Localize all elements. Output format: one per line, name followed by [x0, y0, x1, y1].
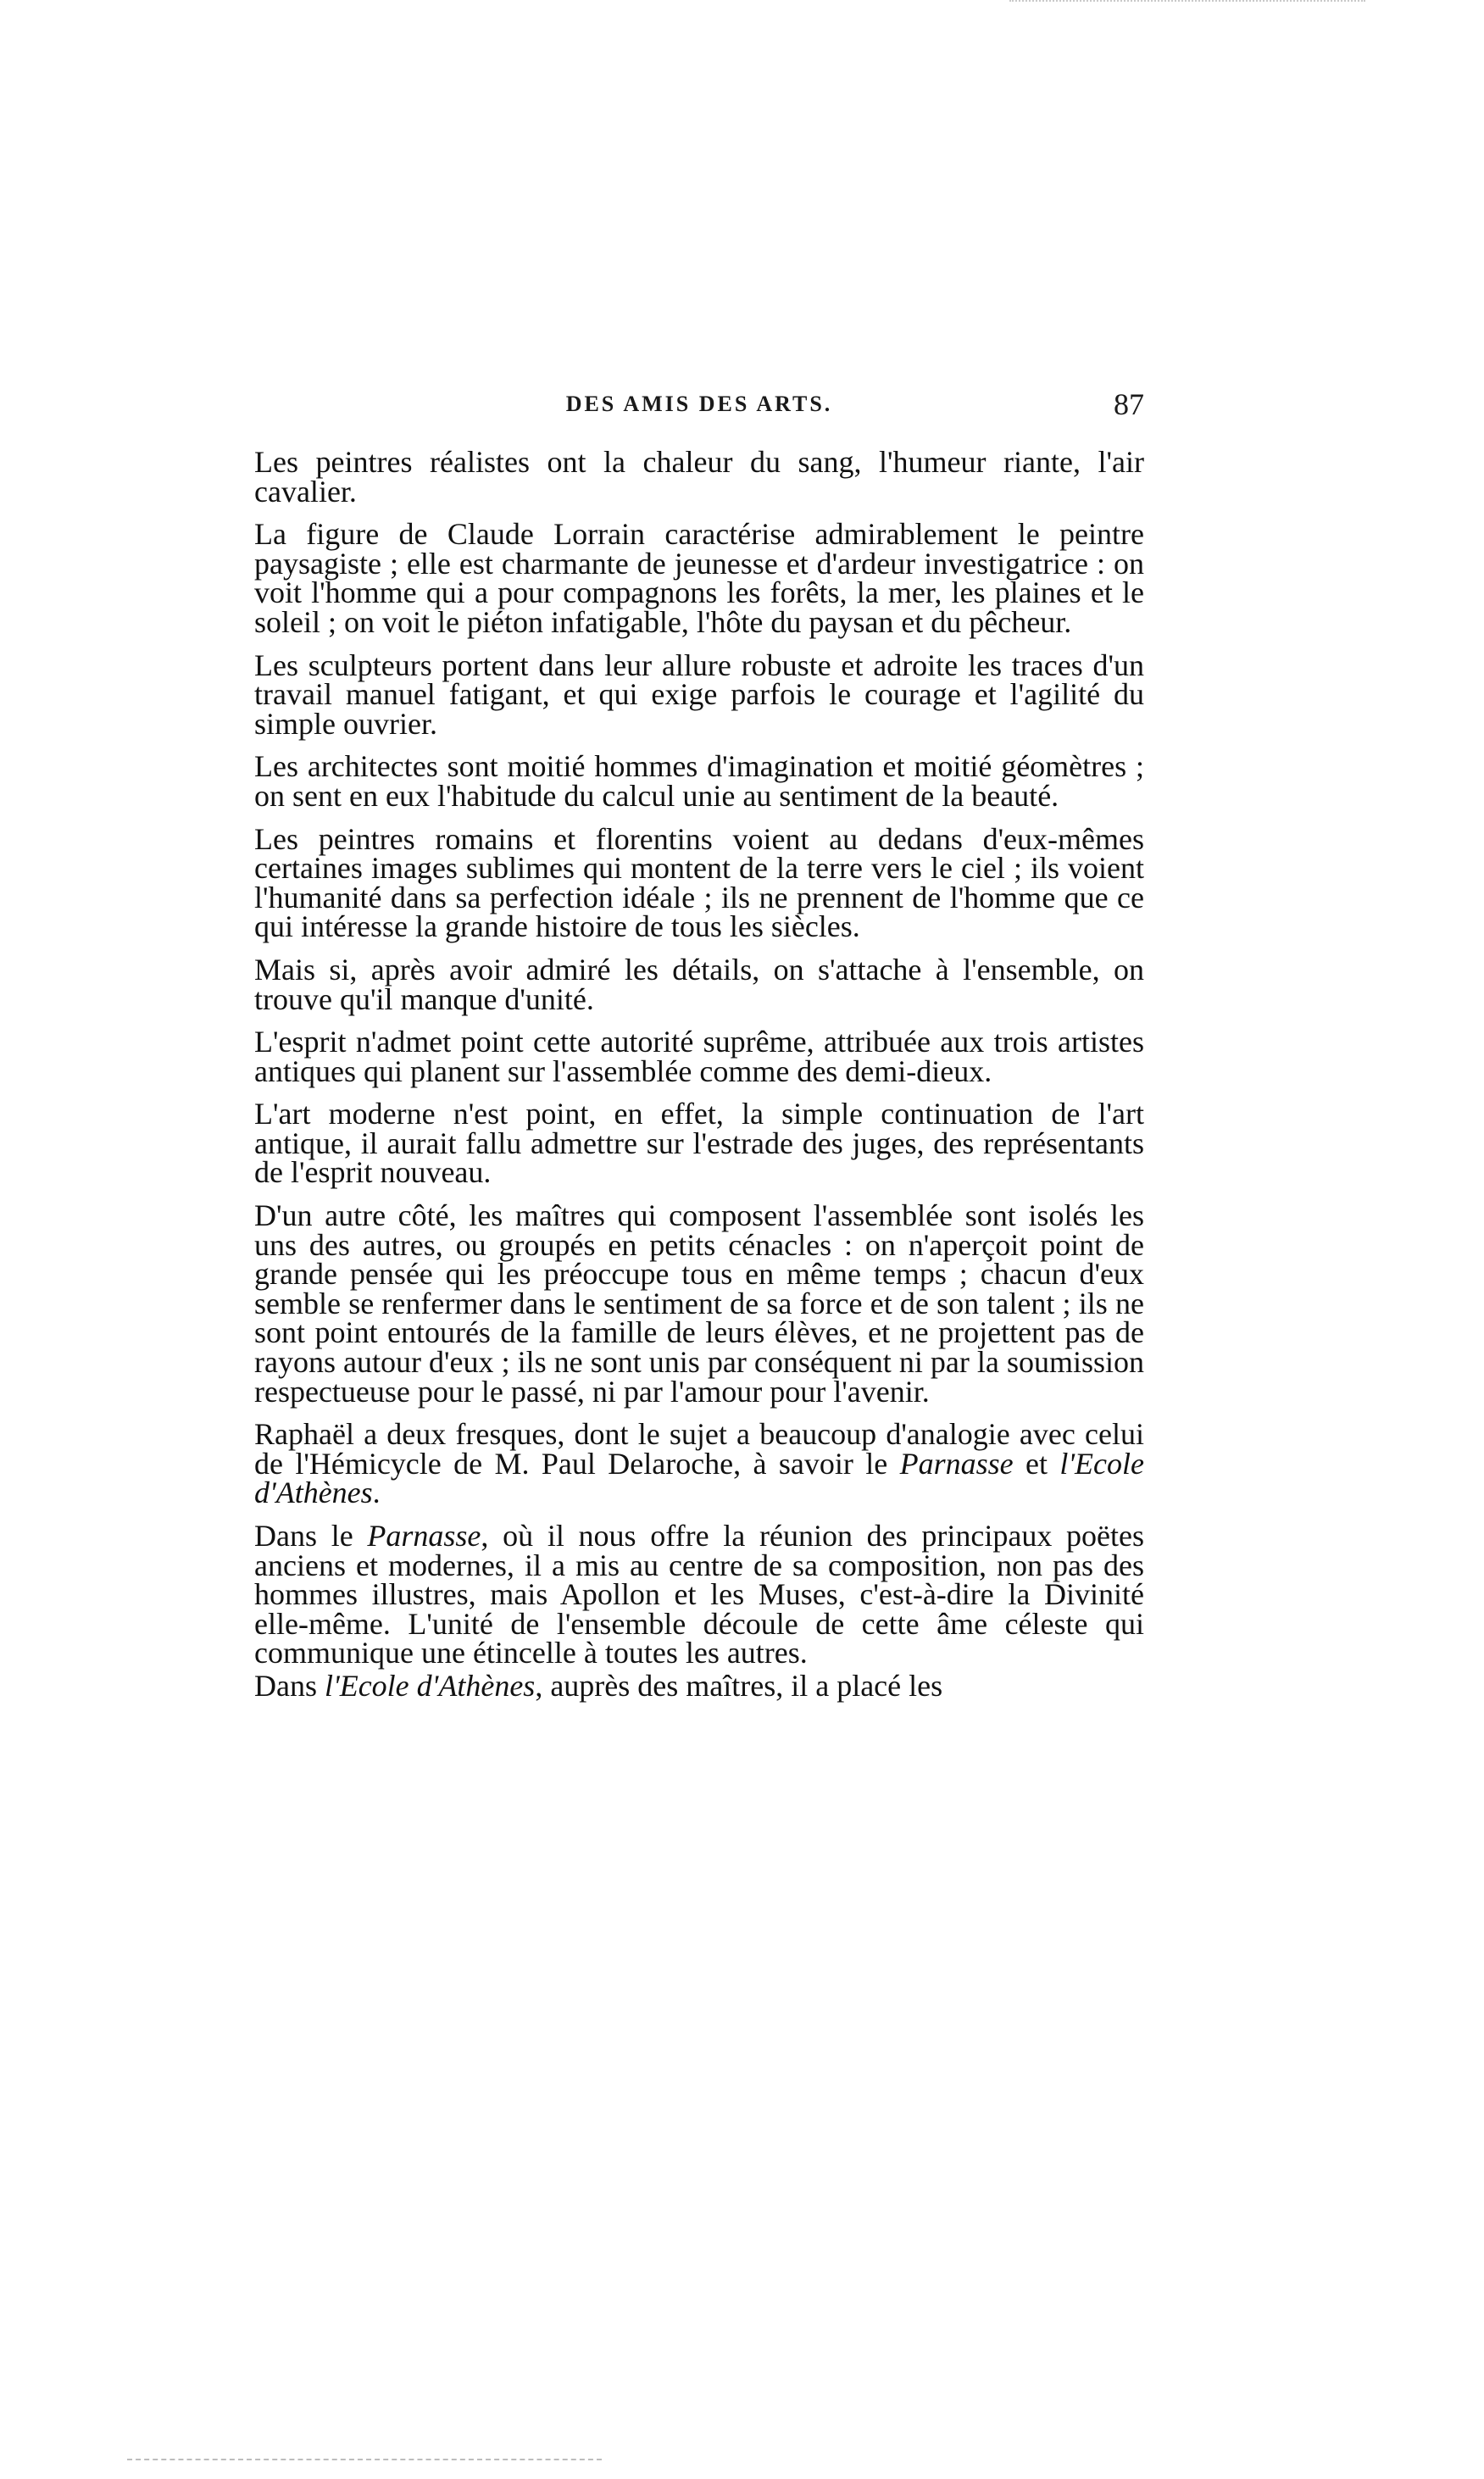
page-number: 87 — [1114, 387, 1144, 421]
parnasse-text-2: , où il nous offre la réunion des principaux poëtes anciens et modernes, il a mis au centre de sa composition, non pas des hommes illustres, mais Apollon et les Muses, c'est-à-dire la Divinité elle-même. L'unité de l'ensemble découle de cette âme céleste qui communique une étincelle à toutes les autres. — [254, 1519, 1144, 1670]
scan-edge-marks — [1009, 0, 1365, 7]
raphael-title-parnasse: Parnasse — [899, 1446, 1014, 1481]
paragraph-sculpteurs: Les sculpteurs portent dans leur allure robuste et adroite les traces d'un travail manuel fatigant, et qui exige parfois le courage et l'agilité du simple ouvrier. — [254, 648, 1144, 741]
ecole-title: l'Ecole d'Athènes — [325, 1668, 536, 1703]
raphael-text-3: . — [372, 1476, 381, 1510]
paragraph-claude-lorrain: La figure de Claude Lorrain caractérise admirablement le peintre paysagiste ; elle est charmante de jeunesse et d'ardeur investigatrice : on voit l'homme qui a pour compagnons les forêts, la mer, les plaines et le soleil ; on voit le piéton infatigable, l'hôte du paysan et du pêcheur. — [254, 517, 1144, 639]
raphael-title-ecole: l'Ecole d'Athènes — [254, 1446, 1144, 1510]
paragraph-architectes: Les architectes sont moitié hommes d'imagination et moitié géomètres ; on sent en eux l'habitude du calcul unie au sentiment de la beauté. — [254, 749, 1144, 813]
paragraph-ecole — [254, 1668, 1144, 1703]
paragraph-realistes: Les peintres réalistes ont la chaleur du sang, l'humeur riante, l'air cavalier. — [254, 445, 1144, 509]
paragraph-autorite: L'esprit n'admet point cette autorité suprême, attribuée aux trois artistes antiques qui planent sur l'assemblée comme des demi-dieux. — [254, 1025, 1144, 1088]
parnasse-text-1: Dans le — [254, 1519, 368, 1553]
paragraph-art-moderne: L'art moderne n'est point, en effet, la simple continuation de l'art antique, il aurait fallu admettre sur l'estrade des juges, des représentants de l'esprit nouveau. — [254, 1097, 1144, 1190]
raphael-text-2: et — [1013, 1446, 1060, 1481]
ecole-text-1: Dans — [254, 1668, 325, 1703]
scan-edge-marks-bottom — [127, 2454, 602, 2460]
parnasse-title: Parnasse — [367, 1519, 481, 1553]
ecole-text-2: , auprès des maîtres, il a placé les — [535, 1668, 943, 1703]
paragraph-maitres-isoles: D'un autre côté, les maîtres qui composent l'assemblée sont isolés les uns des autres, ou groupés en petits cénacles : on n'aperçoit point de grande pensée qui les préoccupe tous en même temps ; chacun d'eux semble se renfermer dans le sentiment de sa force et de son talent ; ils ne sont point entourés de la famille de leurs élèves, et ne projettent pas de rayons autour d'eux ; ils ne sont unis par conséquent ni par la soumission respectueuse pour le passé, ni par l'amour pour l'avenir. — [254, 1198, 1144, 1409]
raphael-text-1: Raphaël a deux fresques, dont le sujet a beaucoup d'analogie avec celui de l'Hémicycle de M. Paul Delaroche, à savoir le — [254, 1417, 1144, 1481]
body-text — [254, 447, 1144, 1715]
page-header — [254, 387, 1144, 425]
running-title: DES AMIS DES ARTS. — [565, 392, 833, 416]
paragraph-peintres-romains: Les peintres romains et florentins voient au dedans d'eux-mêmes certaines images sublimes qui montent de la terre vers le ciel ; ils voient l'humanité dans sa perfection idéale ; ils ne prennent de l'homme que ce qui intéresse la grande histoire de tous les siècles. — [254, 821, 1144, 944]
paragraph-parnasse — [254, 1521, 1144, 1668]
paragraph-raphael — [254, 1417, 1144, 1510]
paragraph-ensemble: Mais si, après avoir admiré les détails, on s'attache à l'ensemble, on trouve qu'il manque d'unité. — [254, 952, 1144, 1016]
